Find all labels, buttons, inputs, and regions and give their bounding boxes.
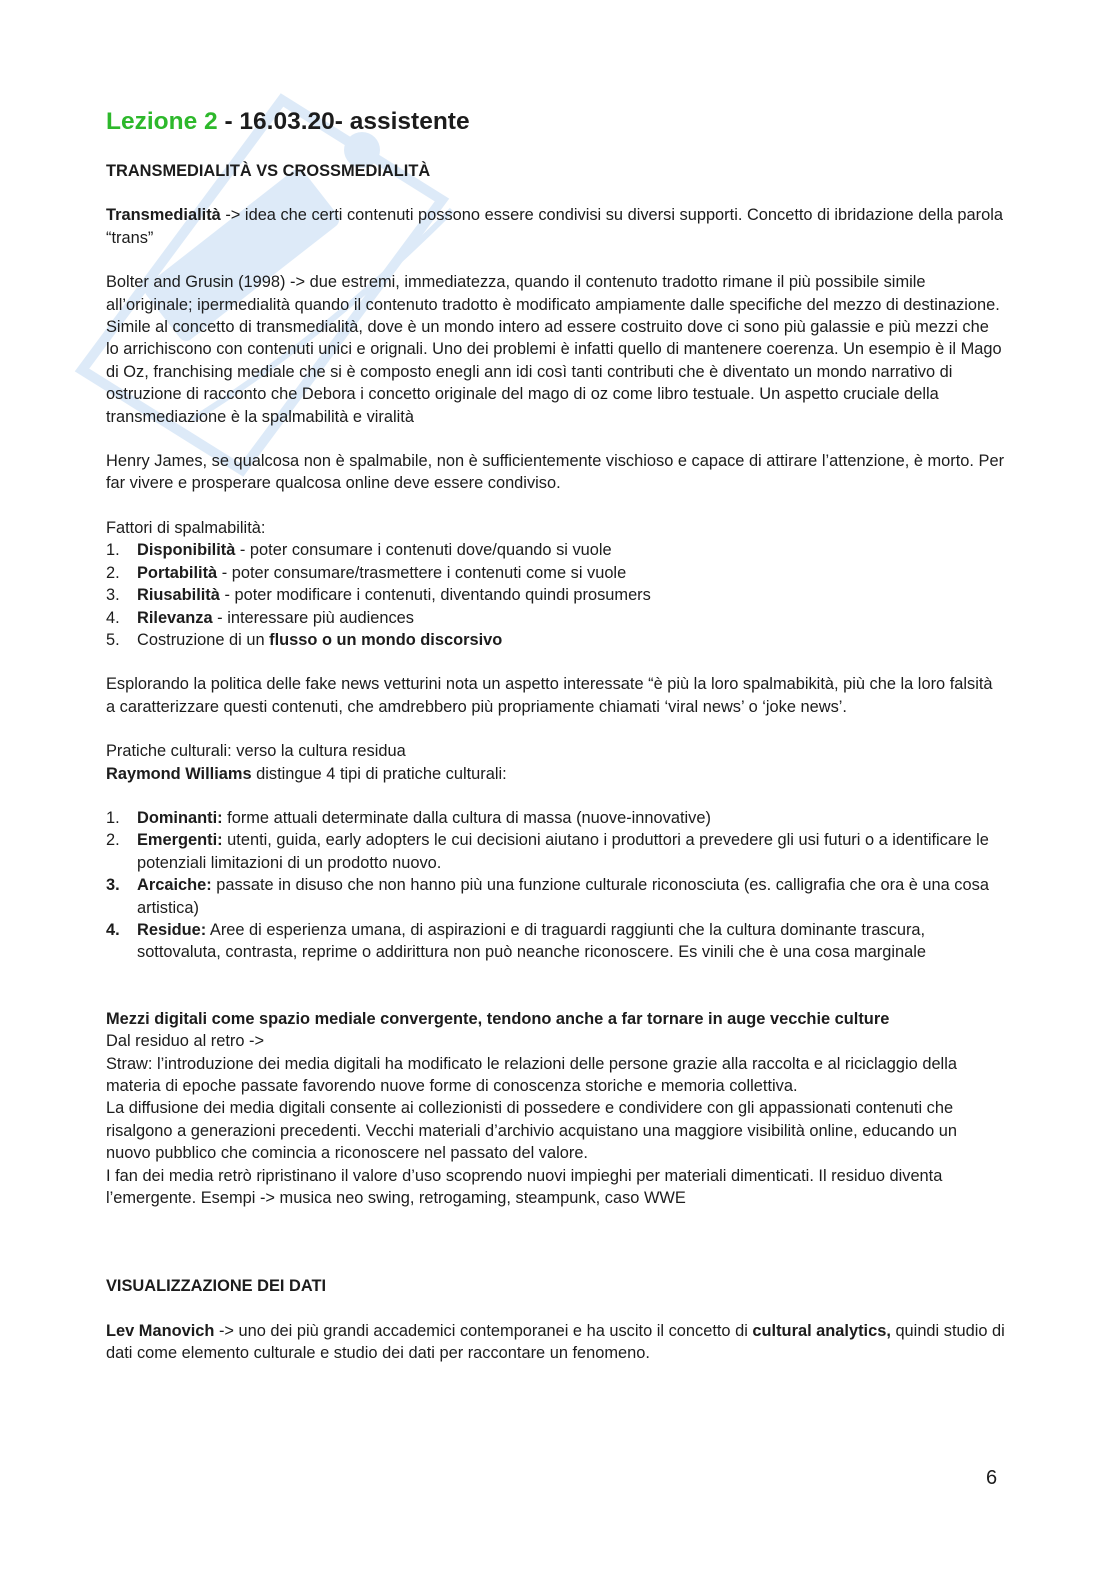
paragraph-diffusione: La diffusione dei media digitali consente ai collezionisti di possedere e condividere con gli appassionati contenuti che risalgono a generazioni precedenti. Vecchi materiali d’archivio acquistano una maggiore visibilità online, educando un nuovo pubblico che comincia a riconoscere nel passato del valore. <box>106 1099 958 1163</box>
list-item: 5. Costruzione di un flusso o un mondo discorsivo <box>106 630 503 649</box>
paragraph-manovich: Lev Manovich -> uno dei più grandi accademici contemporanei e ha uscito il concetto di cultural analytics, quindi studio di dati come elemento culturale e studio dei dati per raccontare un fenomeno. <box>106 1321 1005 1363</box>
title-date: - 16.03.20- assistente <box>217 108 470 135</box>
page-title <box>106 106 1006 138</box>
paragraph-text: -> idea che certi contenuti possono essere condivisi su diversi supporti. Concetto di ibridazione della parola “trans” <box>106 206 1003 247</box>
section-heading-transmedia: TRANSMEDIALITÀ VS CROSSMEDIALITÀ <box>106 162 431 180</box>
title-lesson: Lezione 2 <box>106 108 218 135</box>
section-heading-data-viz: VISUALIZZAZIONE DEI DATI <box>106 1277 327 1296</box>
list-item: 2. Portabilità - poter consumare/trasmettere i contenuti come si vuole <box>106 563 627 582</box>
practices-williams: Raymond Williams distingue 4 tipi di pratiche culturali: <box>106 764 507 783</box>
paragraph-straw: Straw: l’introduzione dei media digitali ha modificato le relazioni delle persone grazie alla raccolta e al riciclaggio della materia di epoche passate favorendo nuove forme di conoscenza storiche e memoria collettiva. <box>106 1054 957 1095</box>
paragraph-bolter-grusin: Bolter and Grusin (1998) -> due estremi, immediatezza, quando il contenuto tradotto rimane il più possibile simile all’originale; ipermedialità quando il contenuto tradotto è modificato ampiamente dalle specifiche del mezzo di destinazione. Simile al concetto di transmedialità, dove è un mondo intero ad essere costruito dove ci sono più galassie e più mezzi che lo arrichiscono con contenuti unici e orignali. Uno dei problemi è infatti quello di mantenere coerenza. Un esempio è il Mago di Oz, franchising mediale che si è composto enegli ann idi così tanti contributi che è diventato un mondo narrativo di ostruzione di racconto che Debora i concetto originale del mago di oz come libro testuale. Un aspetto cruciale della transmediazione è la spalmabilità e viralità <box>106 273 1002 426</box>
practices-list <box>106 807 1006 964</box>
line-residuo: Dal residuo al retro -> <box>106 1032 265 1051</box>
term-transmedialita: Transmedialità <box>106 206 221 225</box>
list-item: 1. Dominanti: forme attuali determinate dalla cultura di massa (nuove-innovative) <box>106 808 711 827</box>
list-item: 4. Rilevanza - interessare più audiences <box>106 608 414 627</box>
document-page <box>106 106 1006 1365</box>
list-item: 4. Residue: Aree di esperienza umana, di aspirazioni e di traguardi raggiunti che la cultura dominante trascura, sottovaluta, contrasta, reprime o addirittura non può neanche riconoscere. Es vinili che è una cosa marginale <box>106 920 927 962</box>
list-item: 3. Arcaiche: passate in disuso che non hanno più una funzione culturale riconosciuta (es. calligrafia che ora è una cosa artistica) <box>106 876 989 917</box>
paragraph-fake-news: Esplorando la politica delle fake news vetturini nota un aspetto interessate “è più la loro spalmabikità, più che la loro falsità a caratterizzare questi contenuti, che amdrebbero più propriamente chiamati ‘viral news’ o ‘joke news’. <box>106 675 993 716</box>
page-number: 6 <box>986 1467 998 1489</box>
factors-intro: Fattori di spalmabilità: <box>106 518 266 537</box>
section-heading-digital-media: Mezzi digitali come spazio mediale convergente, tendono anche a far tornare in auge vecchie culture <box>106 1009 890 1028</box>
factors-list <box>106 539 1006 651</box>
paragraph-henry-james: Henry James, se qualcosa non è spalmabile, non è sufficientemente vischioso e capace di attirare l’attenzione, è morto. Per far vivere e prosperare qualcosa online deve essere condiviso. <box>106 452 1005 493</box>
paragraph-fan-retro: I fan dei media retrò ripristinano il valore d’uso scoprendo nuovi impieghi per materiali dimenticati. Il residuo diventa l’emergente. Esempi -> musica neo swing, retrogaming, steampunk, caso WWE <box>106 1166 943 1208</box>
list-item: 3. Riusabilità - poter modificare i contenuti, diventando quindi prosumers <box>106 586 651 605</box>
list-item: 2. Emergenti: utenti, guida, early adopters le cui decisioni aiutano i produttori a prevedere gli usi futuri o a identificare le potenziali limitazioni di un prodotto nuovo. <box>106 831 989 872</box>
practices-intro: Pratiche culturali: verso la cultura residua <box>106 742 406 761</box>
list-item: 1. Disponibilità - poter consumare i contenuti dove/quando si vuole <box>106 541 612 560</box>
paragraph-transmedialita <box>106 204 1006 249</box>
